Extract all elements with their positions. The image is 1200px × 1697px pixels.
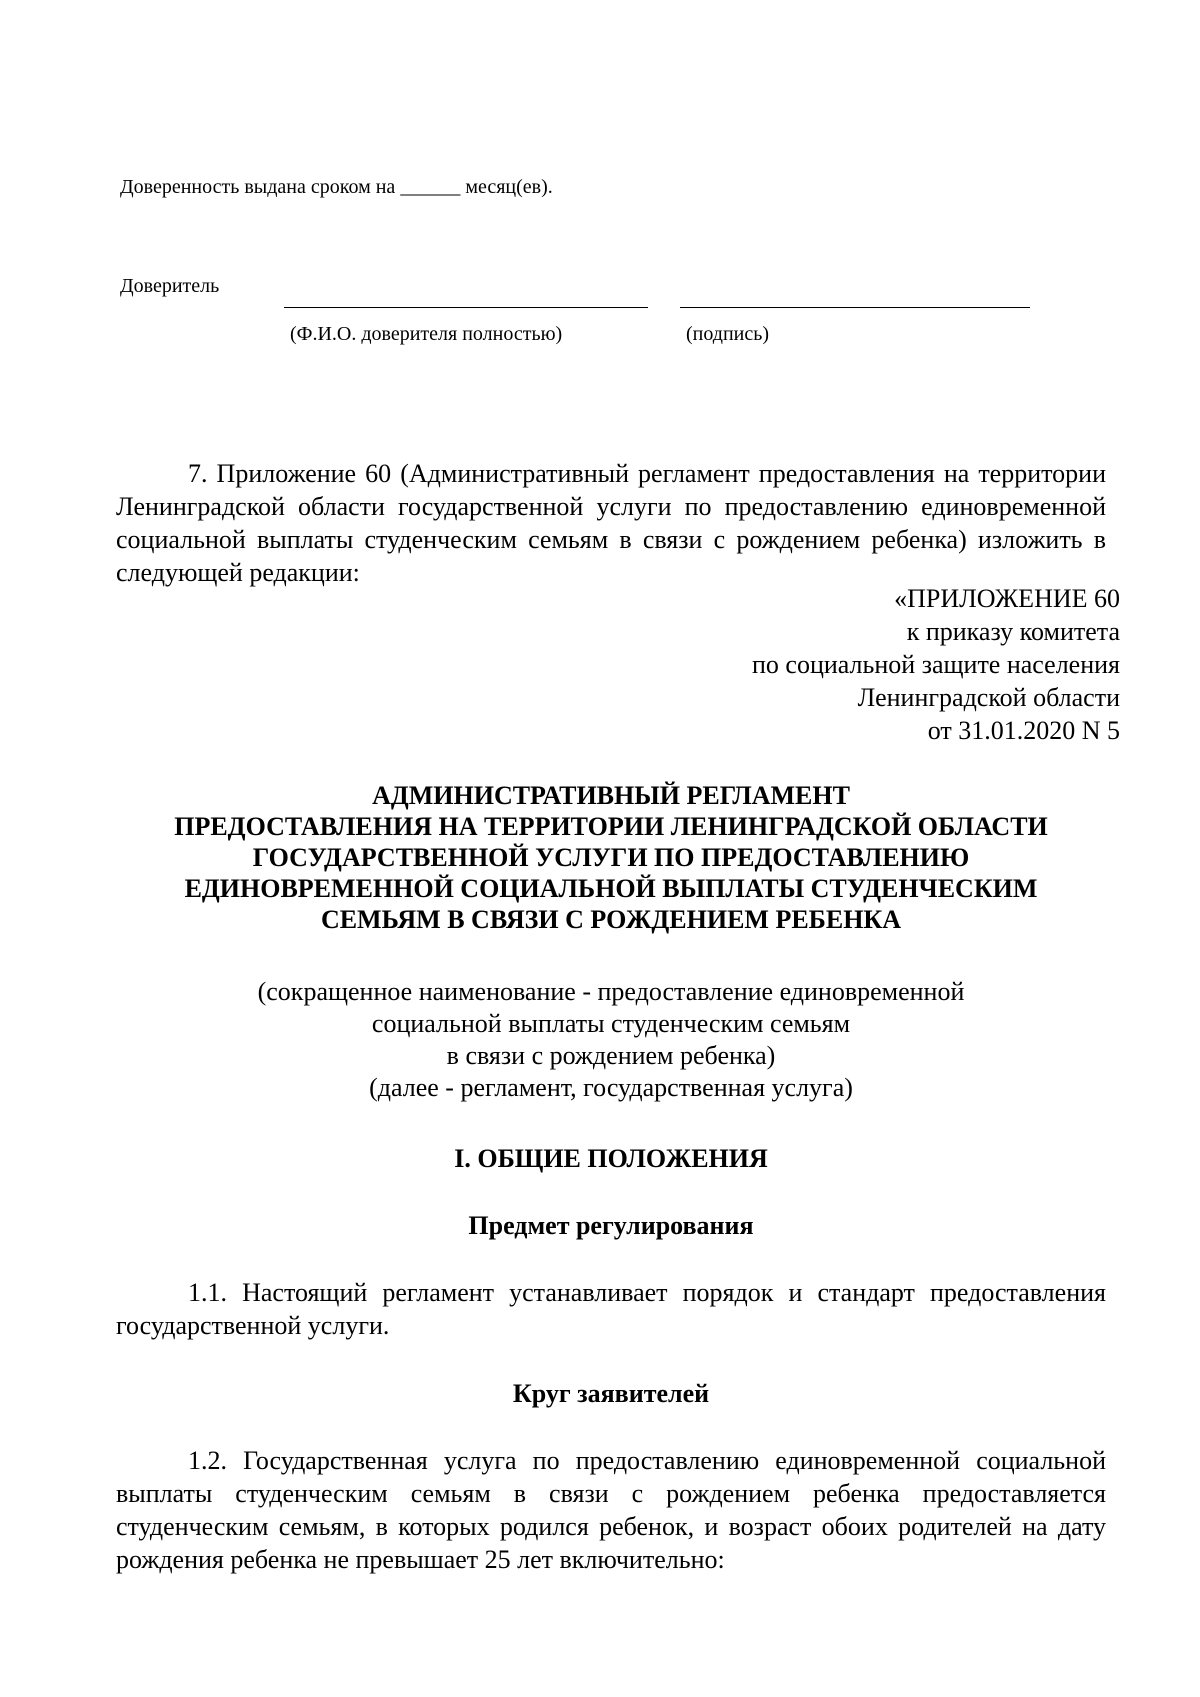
title-line: АДМИНИСТРАТИВНЫЙ РЕГЛАМЕНТ [372,781,850,810]
appendix-line: к приказу комитета [906,617,1120,646]
title-line: ПРЕДОСТАВЛЕНИЯ НА ТЕРРИТОРИИ ЛЕНИНГРАДСКОЙ ОБЛАСТИ [174,812,1048,841]
subject-heading: Предмет регулирования [468,1211,754,1240]
signature-line [680,307,1030,308]
principal-label: Доверитель [120,275,220,297]
fio-caption: (Ф.И.О. доверителя полностью) [290,323,563,345]
appendix-header [752,582,1120,747]
proxy-term-line: Доверенность выдана сроком на ______ месяц(ев). [120,176,553,198]
appendix-line: Ленинградской области [857,683,1120,712]
signature-caption: (подпись) [686,323,770,345]
title-line: СЕМЬЯМ В СВЯЗИ С РОЖДЕНИЕМ РЕБЕНКА [320,905,902,934]
document-title [116,780,1106,935]
short-name-line: (сокращенное наименование - предоставление единовременной [257,977,965,1006]
appendix-line: «ПРИЛОЖЕНИЕ 60 [894,584,1120,613]
appendix-line: от 31.01.2020 N 5 [927,716,1120,745]
fio-signature-line [284,307,648,308]
title-line: ЕДИНОВРЕМЕННОЙ СОЦИАЛЬНОЙ ВЫПЛАТЫ СТУДЕНЧЕСКИМ [184,874,1038,903]
clause-1-2: 1.2. Государственная услуга по предоставлению единовременной социальной выплаты студенческим семьям в связи с рождением ребенка предоставляется студенческим семьям, в которых родился ребенок, и возраст обоих родителей на дату рождения ребенка не превышает 25 лет включительно: [116,1446,1106,1574]
item-7-block [116,457,1106,589]
short-name-line: социальной выплаты студенческим семьям [371,1009,851,1038]
applicants-heading: Круг заявителей [512,1379,710,1408]
clause-1-2-block [116,1444,1106,1576]
title-line: ГОСУДАРСТВЕННОЙ УСЛУГИ ПО ПРЕДОСТАВЛЕНИЮ [252,843,970,872]
section-heading: I. ОБЩИЕ ПОЛОЖЕНИЯ [454,1144,768,1173]
appendix-line: по социальной защите населения [751,650,1120,679]
short-name-line: в связи с рождением ребенка) [446,1041,776,1070]
item-7-paragraph: 7. Приложение 60 (Административный регламент предоставления на территории Ленинградской области государственной услуги по предоставлению единовременной социальной выплаты студенческим семьям в связи с рождением ребенка) изложить в следующей редакции: [116,459,1106,587]
short-name-line: (далее - регламент, государственная услуга) [369,1073,853,1102]
clause-1-1-block [116,1276,1106,1342]
short-name-block [116,976,1106,1104]
clause-1-1: 1.1. Настоящий регламент устанавливает порядок и стандарт предоставления государственной услуги. [116,1278,1106,1340]
